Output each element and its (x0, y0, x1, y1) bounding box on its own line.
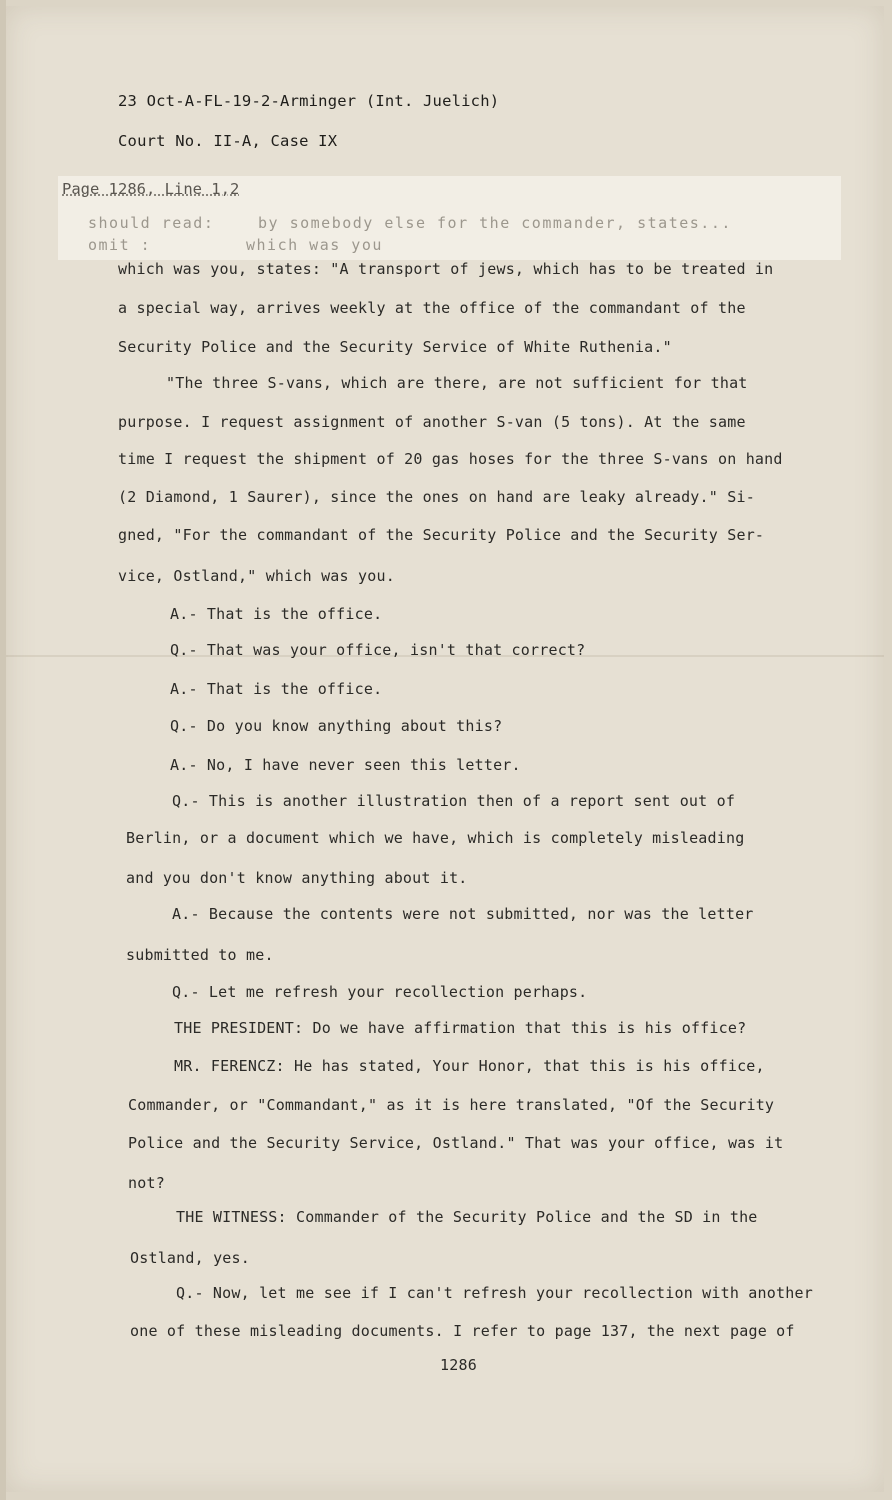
erratum-should-read-text: by somebody else for the commander, states... (258, 214, 732, 232)
speaker-line: MR. FERENCZ: He has stated, Your Honor, that this is his office, (174, 1057, 765, 1075)
answer-line: A.- That is the office. (170, 605, 383, 623)
text-line: Commander, or "Commandant," as it is here translated, "Of the Security (128, 1096, 775, 1114)
text-line: vice, Ostland," which was you. (118, 567, 395, 585)
text-line: gned, "For the commandant of the Security Police and the Security Ser- (118, 526, 765, 544)
text-line: Security Police and the Security Service of White Ruthenia." (118, 338, 672, 356)
question-line: Q.- Now, let me see if I can't refresh your recollection with another (176, 1284, 813, 1302)
speaker-line: THE WITNESS: Commander of the Security Police and the SD in the (176, 1208, 758, 1226)
question-line: Q.- Let me refresh your recollection perhaps. (172, 983, 588, 1001)
text-line: "The three S-vans, which are there, are not sufficient for that (166, 374, 748, 392)
text-line: purpose. I request assignment of another S-van (5 tons). At the same (118, 413, 746, 431)
erratum-should-read-label: should read: (88, 214, 215, 232)
text-line: (2 Diamond, 1 Saurer), since the ones on hand are leaky already." Si- (118, 488, 755, 506)
question-line: Q.- This is another illustration then of a report sent out of (172, 792, 736, 810)
header-line-2: Court No. II-A, Case IX (118, 132, 338, 150)
question-line: Q.- Do you know anything about this? (170, 717, 503, 735)
text-line: one of these misleading documents. I refer to page 137, the next page of (130, 1322, 795, 1340)
page-number: 1286 (440, 1356, 477, 1374)
answer-line: A.- Because the contents were not submitted, nor was the letter (172, 905, 754, 923)
text-line: submitted to me. (126, 946, 274, 964)
answer-line: A.- That is the office. (170, 680, 383, 698)
text-line: Ostland, yes. (130, 1249, 250, 1267)
text-line: and you don't know anything about it. (126, 869, 468, 887)
text-line: which was you, states: "A transport of jews, which has to be treated in (118, 260, 774, 278)
text-line: Police and the Security Service, Ostland." That was your office, was it (128, 1134, 784, 1152)
answer-line: A.- No, I have never seen this letter. (170, 756, 521, 774)
erratum-omit-text: which was you (246, 236, 383, 254)
speaker-line: THE PRESIDENT: Do we have affirmation that this is his office? (174, 1019, 747, 1037)
erratum-omit-label: omit : (88, 236, 152, 254)
text-line: time I request the shipment of 20 gas hoses for the three S-vans on hand (118, 450, 783, 468)
erratum-reference: Page 1286, Line 1,2 (62, 180, 240, 198)
header-line-1: 23 Oct-A-FL-19-2-Arminger (Int. Juelich) (118, 92, 500, 110)
text-line: not? (128, 1174, 165, 1192)
text-line: a special way, arrives weekly at the office of the commandant of the (118, 299, 746, 317)
text-line: Berlin, or a document which we have, which is completely misleading (126, 829, 745, 847)
question-line: Q.- That was your office, isn't that correct? (170, 641, 586, 659)
